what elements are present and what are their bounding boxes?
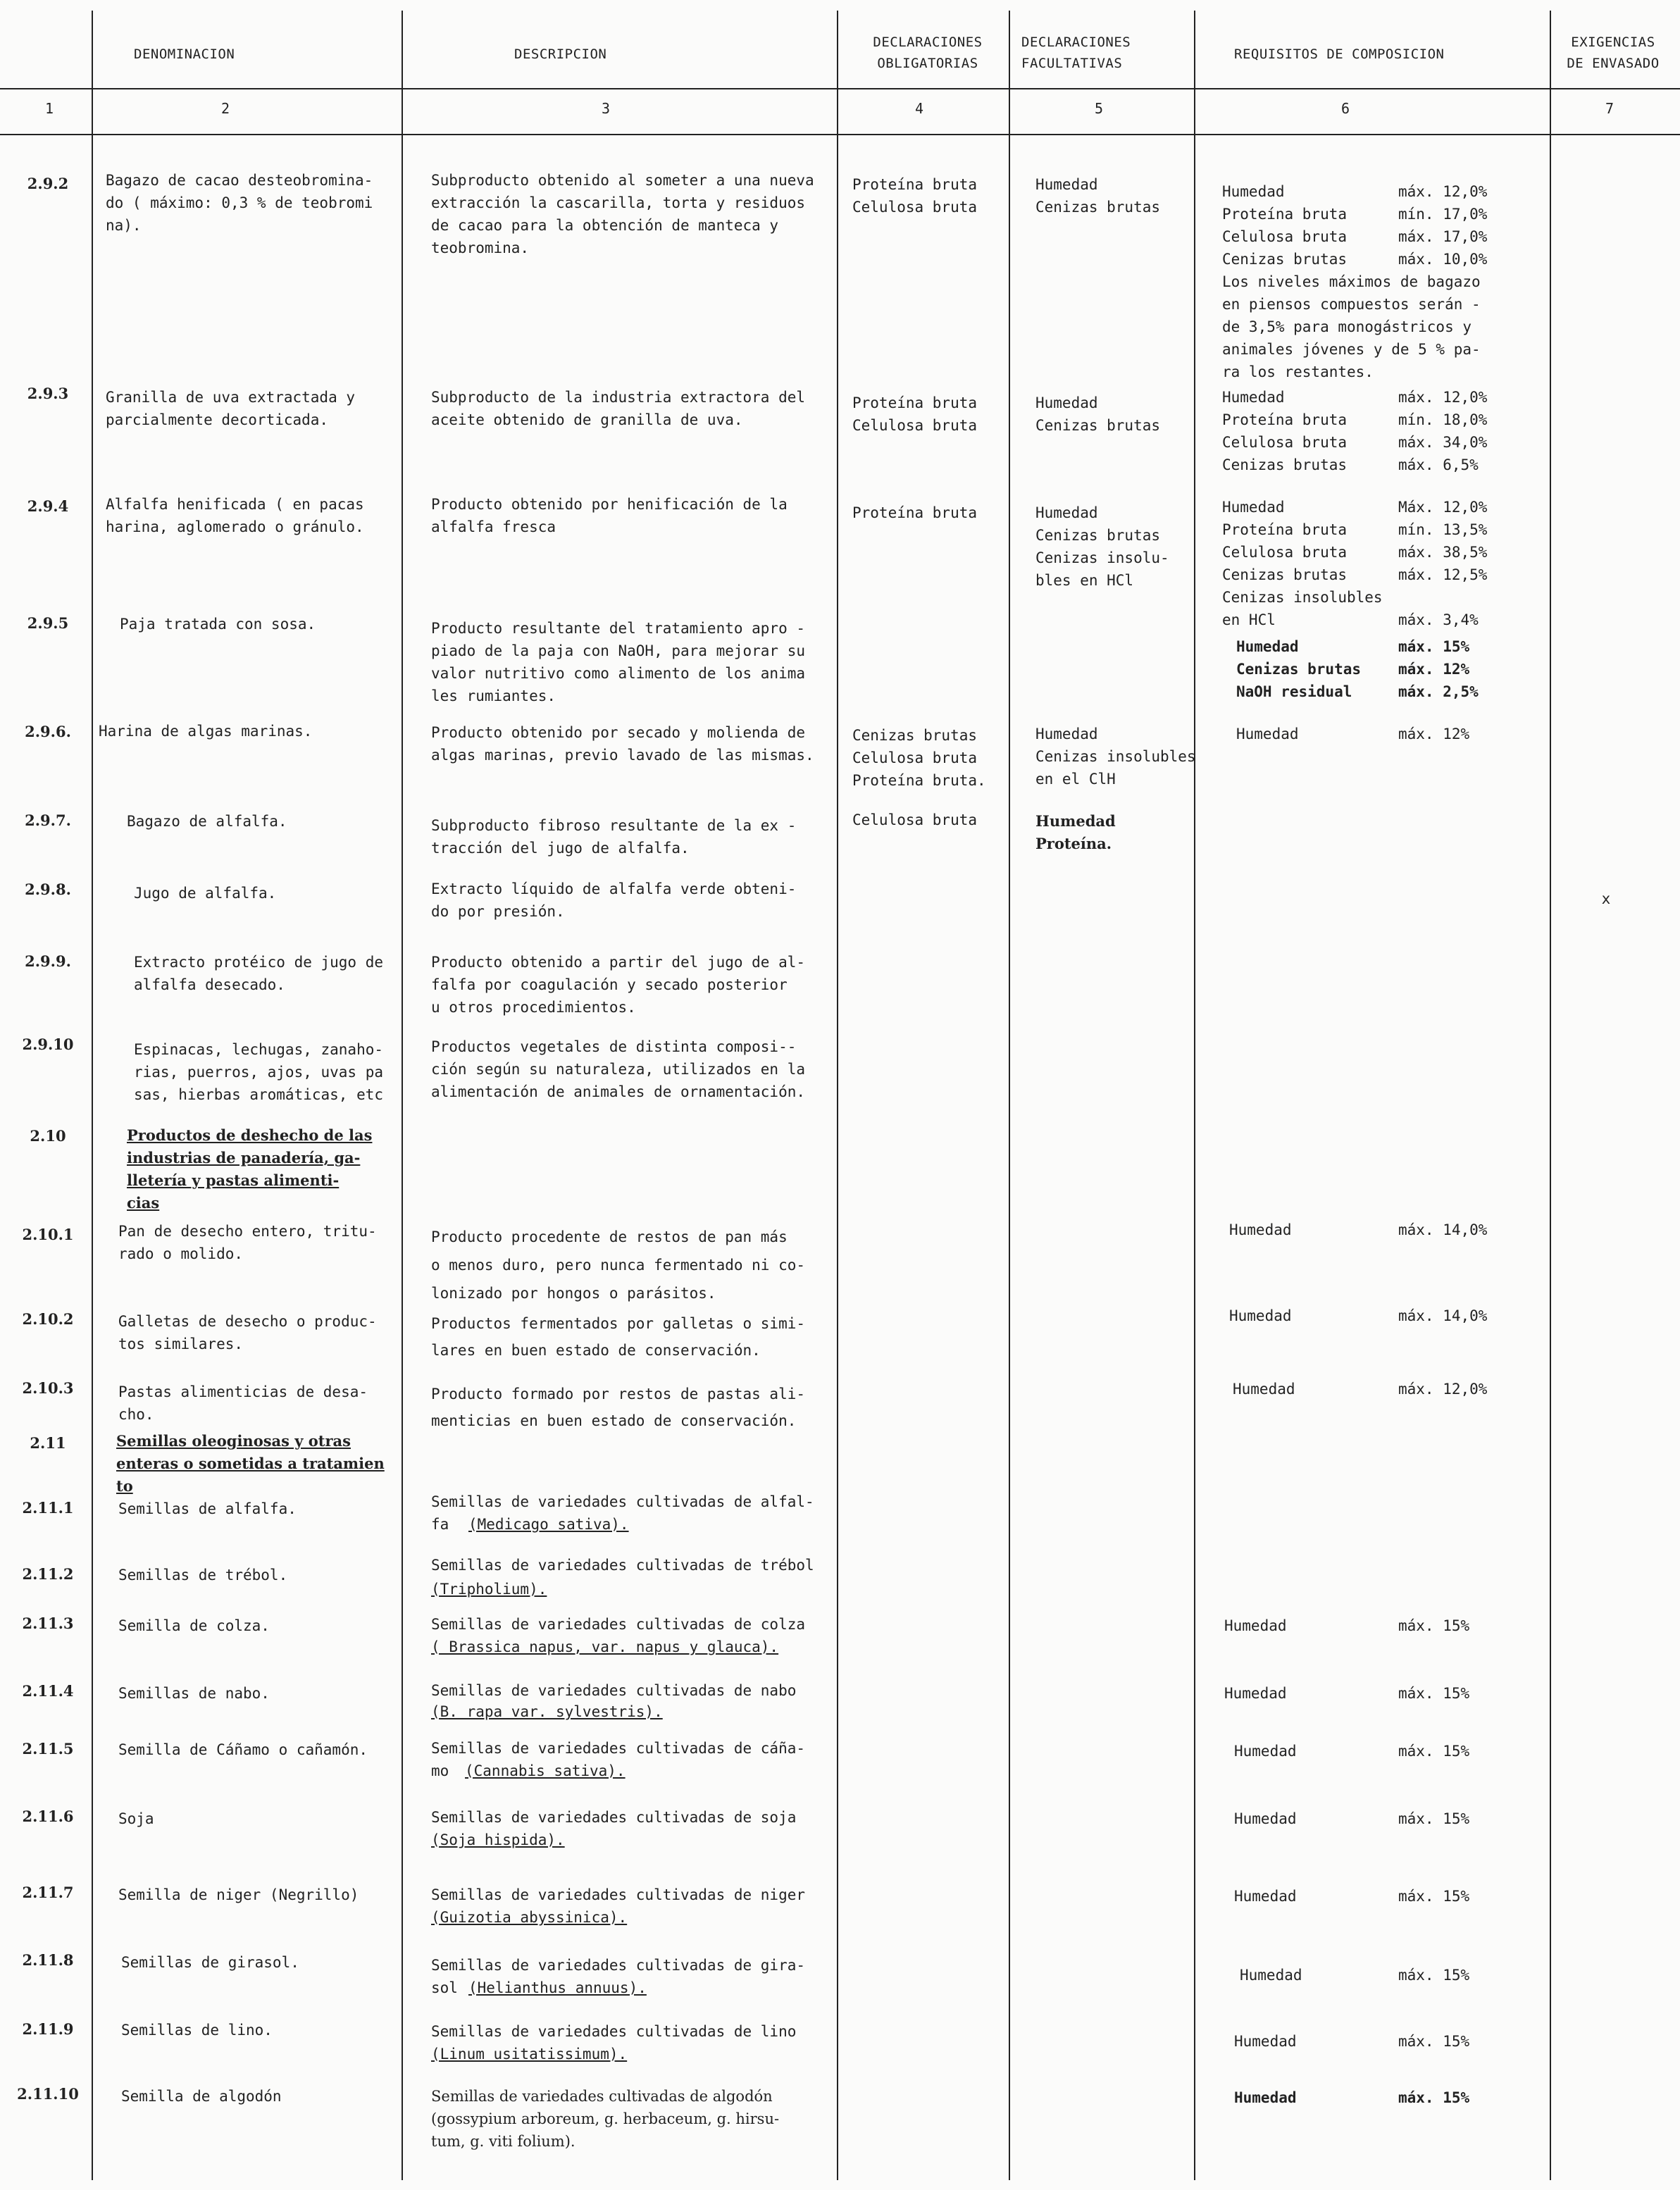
row-denominacion: Alfalfa henificada ( en pacas harina, aglomerado o gránulo. [106, 496, 364, 535]
row-nombre-cientifico: (Guizotia abyssinica). [431, 1909, 628, 1926]
col-number: 1 [44, 100, 54, 117]
row-requisitos: Humedad [1234, 1888, 1297, 1905]
header-exigencias: EXIGENCIAS DE ENVASADO [1567, 35, 1660, 71]
row-denominacion: Semilla de niger (Negrillo) [118, 1886, 359, 1903]
row-requisitos: Humedad [1234, 1743, 1297, 1760]
row-requisitos-valores: máx. 15% [1398, 1888, 1470, 1905]
row-nombre-cientifico: (Medicago sativa). [468, 1516, 629, 1533]
row-requisitos: Humedad [1229, 1221, 1292, 1238]
row-code: 2.10.1 [22, 1226, 74, 1243]
row-declaraciones-facultativas: Humedad Proteína. [1035, 812, 1116, 852]
row-denominacion: Harina de algas marinas. [99, 723, 313, 740]
row-descripcion: Semillas de variedades cultivadas de niger [431, 1886, 806, 1903]
row-denominacion: Semillas de nabo. [118, 1685, 270, 1702]
row-requisitos-valores: máx. 12,0% [1398, 1381, 1488, 1398]
row-descripcion: Semillas de variedades cultivadas de trébol [431, 1557, 814, 1574]
row-code: 2.9.10 [22, 1035, 74, 1053]
row-declaraciones-obligatorias: Proteína bruta Celulosa bruta [852, 176, 978, 216]
header-requisitos: REQUISITOS DE COMPOSICION [1234, 46, 1445, 62]
rule-header-bottom [0, 88, 1680, 89]
rule-colnum-bottom [0, 134, 1680, 135]
row-denominacion: Bagazo de alfalfa. [127, 813, 287, 830]
row-denominacion: Semillas de trébol. [118, 1567, 288, 1584]
row-requisitos-nota: Los niveles máximos de bagazo en piensos compuestos serán - de 3,5% para monogástricos y animales jóvenes y de 5 % pa- ra los restantes. [1222, 273, 1481, 380]
row-nombre-cientifico: (Linum usitatissimum). [431, 2046, 628, 2063]
row-requisitos: Humedad [1236, 726, 1299, 742]
row-descripcion: Semillas de variedades cultivadas de gira- sol [431, 1957, 806, 1996]
row-nombre-cientifico: (Soja hispida). [431, 1831, 565, 1848]
row-requisitos: Humedad [1234, 2089, 1297, 2106]
row-descripcion: Semillas de variedades cultivadas de soja [431, 1809, 797, 1826]
section-code: 2.11 [30, 1434, 66, 1452]
row-requisitos-valores: máx. 12,0% mín. 18,0% máx. 34,0% máx. 6,5% [1398, 389, 1488, 473]
row-code: 2.9.2 [27, 175, 69, 192]
col-number: 4 [914, 100, 924, 117]
row-requisitos-valores: máx. 14,0% [1398, 1221, 1488, 1238]
header-descripcion: DESCRIPCION [514, 46, 607, 62]
section-title: Semillas oleoginosas y otras enteras o sometidas a tratamien to [116, 1432, 385, 1495]
row-declaraciones-facultativas: Humedad Cenizas brutas [1035, 176, 1161, 216]
header-declaraciones-facultativas: DECLARACIONES FACULTATIVAS [1021, 35, 1131, 71]
row-requisitos-valores: máx. 15% [1398, 1617, 1470, 1634]
row-code: 2.9.6. [25, 723, 71, 740]
row-denominacion: Granilla de uva extractada y parcialmente decorticada. [106, 389, 356, 428]
row-nombre-cientifico: ( Brassica napus, var. napus y glauca). [431, 1638, 779, 1655]
row-requisitos-valores: máx. 15% [1398, 1810, 1470, 1827]
col-number: 2 [220, 100, 230, 117]
row-code: 2.11.9 [22, 2020, 74, 2038]
row-requisitos-valores: máx. 12,0% mín. 17,0% máx. 17,0% máx. 10,0% [1398, 183, 1488, 268]
row-requisitos-valores: máx. 15% máx. 12% máx. 2,5% [1398, 638, 1479, 700]
row-nombre-cientifico: (Cannabis sativa). [465, 1762, 626, 1779]
row-descripcion: Semillas de variedades cultivadas de algodón (gossypium arboreum, g. herbaceum, g. hirsu- tum, g. viti folium). [431, 2088, 780, 2150]
row-nombre-cientifico: (Helianthus annuus). [468, 1979, 647, 1996]
rule-col-3 [837, 11, 838, 2180]
row-denominacion: Semillas de lino. [121, 2022, 273, 2039]
row-denominacion: Bagazo de cacao desteobromina- do ( máximo: 0,3 % de teobromi na). [106, 172, 373, 234]
row-requisitos: Humedad [1234, 1810, 1297, 1827]
row-declaraciones-facultativas: Humedad Cenizas insolubles en el ClH [1035, 726, 1196, 788]
col-number: 7 [1605, 100, 1614, 117]
row-descripcion: Semillas de variedades cultivadas de alfal- fa [431, 1493, 814, 1533]
row-descripcion: Productos fermentados por galletas o simi- lares en buen estado de conservación. [431, 1315, 806, 1359]
row-code: 2.9.8. [25, 881, 71, 898]
row-descripcion: Producto obtenido a partir del jugo de al- falfa por coagulación y secado posterior u otros procedimientos. [431, 954, 806, 1016]
row-descripcion: Producto obtenido por secado y molienda de algas marinas, previo lavado de las mismas. [431, 724, 814, 764]
row-requisitos: Humedad [1233, 1381, 1295, 1398]
row-code: 2.11.5 [22, 1740, 74, 1757]
row-requisitos-valores: Máx. 12,0% mín. 13,5% máx. 38,5% máx. 12,5% máx. 3,4% [1398, 499, 1488, 628]
row-declaraciones-facultativas: Humedad Cenizas brutas [1035, 394, 1161, 434]
row-code: 2.10.3 [22, 1379, 74, 1397]
row-descripcion: Semillas de variedades cultivadas de colza [431, 1616, 806, 1633]
row-requisitos-valores: máx. 15% [1398, 2089, 1470, 2106]
row-code: 2.9.5 [27, 614, 69, 632]
row-declaraciones-facultativas: Humedad Cenizas brutas Cenizas insolu- bles en HCl [1035, 504, 1169, 589]
row-descripcion: Producto obtenido por henificación de la alfalfa fresca [431, 496, 788, 535]
row-denominacion: Soja [118, 1810, 154, 1827]
row-descripcion: Producto resultante del tratamiento apro - piado de la paja con NaOH, para mejorar su valor nutritivo como alimento de los anima les rumiantes. [431, 620, 806, 704]
col-number: 6 [1340, 100, 1350, 117]
rule-col-6 [1550, 11, 1551, 2180]
row-code: 2.11.8 [22, 1951, 74, 1969]
row-declaraciones-obligatorias: Celulosa bruta [852, 811, 978, 828]
row-code: 2.11.4 [22, 1682, 74, 1700]
row-code: 2.11.6 [22, 1808, 74, 1825]
rule-col-1 [92, 11, 93, 2180]
row-code: 2.9.9. [25, 952, 71, 970]
section-title: Productos de deshecho de las industrias de panadería, ga- lletería y pastas alimenti- cias [127, 1126, 373, 1212]
row-requisitos: Humedad [1229, 1307, 1292, 1324]
row-requisitos-valores: máx. 15% [1398, 1685, 1470, 1702]
row-requisitos-valores: máx. 15% [1398, 1743, 1470, 1760]
col-number: 5 [1094, 100, 1104, 117]
row-descripcion: Semillas de variedades cultivadas de cáña- mo [431, 1740, 806, 1779]
row-descripcion: Extracto líquido de alfalfa verde obteni- do por presión. [431, 881, 797, 920]
rule-col-4 [1009, 11, 1010, 2180]
row-denominacion: Espinacas, lechugas, zanaho- rias, puerros, ajos, uvas pa sas, hierbas aromáticas, etc [134, 1041, 384, 1103]
row-requisitos: Humedad Proteína bruta Celulosa bruta Cenizas brutas Cenizas insolubles en HCl [1222, 499, 1383, 628]
row-denominacion: Paja tratada con sosa. [120, 616, 316, 633]
row-code: 2.11.10 [17, 2085, 79, 2103]
row-descripcion: Productos vegetales de distinta composi-- ción según su naturaleza, utilizados en la alimentación de animales de ornamentación. [431, 1038, 806, 1100]
row-denominacion: Galletas de desecho o produc- tos similares. [118, 1313, 377, 1352]
row-requisitos: Humedad [1234, 2033, 1297, 2050]
row-descripcion: Subproducto fibroso resultante de la ex - tracción del jugo de alfalfa. [431, 817, 797, 857]
row-requisitos: Humedad [1224, 1617, 1287, 1634]
row-descripcion: Semillas de variedades cultivadas de lino [431, 2023, 797, 2040]
row-denominacion: Semilla de colza. [118, 1617, 270, 1634]
row-code: 2.9.4 [27, 497, 69, 515]
row-denominacion: Semilla de algodón [121, 2088, 282, 2105]
row-denominacion: Semilla de Cáñamo o cañamón. [118, 1741, 368, 1758]
row-declaraciones-obligatorias: Proteína bruta [852, 504, 978, 521]
header-declaraciones-obligatorias: DECLARACIONES OBLIGATORIAS [873, 35, 983, 71]
row-requisitos-valores: máx. 14,0% [1398, 1307, 1488, 1324]
row-code: 2.9.7. [25, 811, 71, 829]
row-descripcion: Producto procedente de restos de pan más o menos duro, pero nunca fermentado ni co- lonizado por hongos o parásitos. [431, 1228, 806, 1302]
row-requisitos: Humedad [1240, 1967, 1302, 1984]
row-descripcion: Semillas de variedades cultivadas de nabo [431, 1682, 797, 1699]
row-declaraciones-obligatorias: Proteína bruta Celulosa bruta [852, 394, 978, 434]
row-denominacion: Semillas de girasol. [121, 1954, 299, 1971]
row-requisitos-valores: máx. 12% [1398, 726, 1470, 742]
row-requisitos: Humedad [1224, 1685, 1287, 1702]
row-denominacion: Jugo de alfalfa. [134, 885, 277, 902]
row-denominacion: Pan de desecho entero, tritu- rado o molido. [118, 1223, 377, 1262]
row-code: 2.11.7 [22, 1884, 74, 1901]
row-denominacion: Extracto protéico de jugo de alfalfa desecado. [134, 954, 384, 993]
row-declaraciones-obligatorias: Cenizas brutas Celulosa bruta Proteína bruta. [852, 727, 986, 789]
row-requisitos-valores: máx. 15% [1398, 1967, 1470, 1984]
row-code: 2.11.1 [22, 1499, 74, 1517]
header-denominacion: DENOMINACION [134, 46, 235, 62]
row-requisitos-valores: máx. 15% [1398, 2033, 1470, 2050]
row-requisitos: Humedad Proteína bruta Celulosa bruta Cenizas brutas [1222, 389, 1348, 473]
row-denominacion: Semillas de alfalfa. [118, 1500, 297, 1517]
row-nombre-cientifico: (Tripholium). [431, 1581, 547, 1598]
row-descripcion: Subproducto obtenido al someter a una nueva extracción la cascarilla, torta y residuos de cacao para la obtención de manteca y teobromina. [431, 172, 814, 256]
row-requisitos: Humedad Proteína bruta Celulosa bruta Cenizas brutas [1222, 183, 1348, 268]
row-code: 2.9.3 [27, 385, 69, 402]
section-code: 2.10 [30, 1127, 66, 1145]
row-code: 2.11.3 [22, 1614, 74, 1632]
row-code: 2.11.2 [22, 1565, 74, 1583]
row-descripcion: Subproducto de la industria extractora del aceite obtenido de granilla de uva. [431, 389, 806, 428]
row-requisitos: Humedad Cenizas brutas NaOH residual [1236, 638, 1362, 700]
rule-col-5 [1194, 11, 1195, 2180]
row-denominacion: Pastas alimenticias de desa- cho. [118, 1383, 368, 1423]
row-exigencias-envasado: x [1601, 890, 1611, 907]
col-number: 3 [601, 100, 611, 117]
row-code: 2.10.2 [22, 1310, 74, 1328]
row-nombre-cientifico: (B. rapa var. sylvestris). [431, 1703, 663, 1720]
row-descripcion: Producto formado por restos de pastas ali- menticias en buen estado de conservación. [431, 1386, 806, 1429]
